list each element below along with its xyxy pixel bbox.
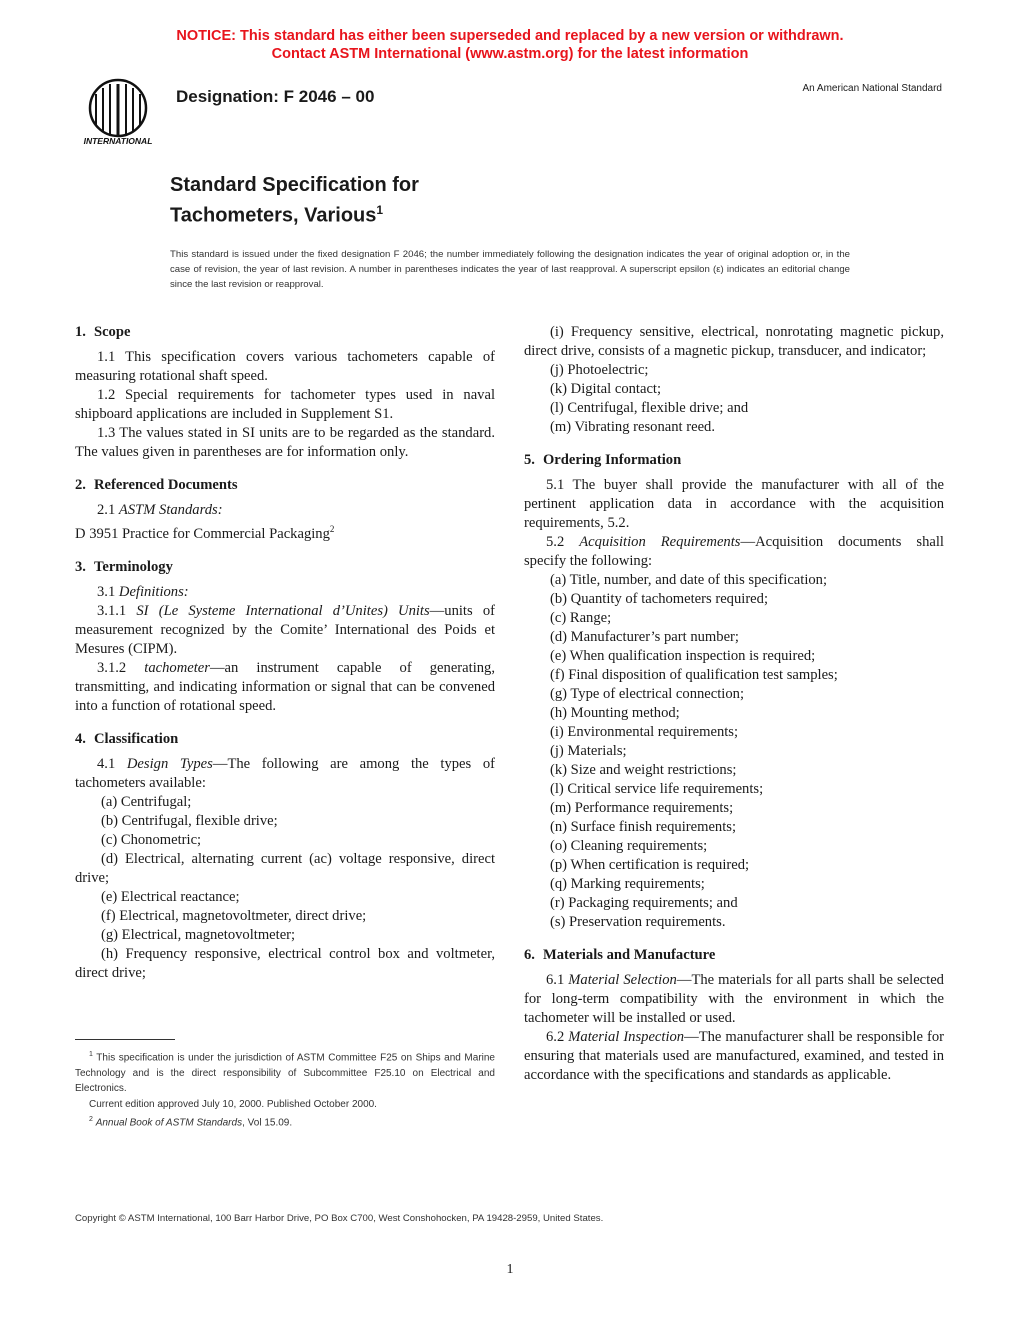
- paragraph-1-2: 1.2 Special requirements for tachometer types used in naval shipboard applications are included in Supplement S1.: [75, 387, 495, 422]
- list-item: (j) Photoelectric;: [550, 362, 649, 378]
- list-item: (h) Mounting method;: [550, 705, 680, 721]
- paragraph-2-1: 2.1 ASTM Standards:: [97, 502, 223, 518]
- left-column: [75, 323, 495, 983]
- list-item: (c) Range;: [550, 610, 612, 626]
- list-item: (l) Critical service life requirements;: [550, 781, 764, 797]
- withdrawal-notice: [0, 27, 1020, 63]
- paragraph-6-1: 6.1 Material Selection—The materials for all parts shall be selected for long-term compatibility with the environment in which the tachometer will be installed or used.: [524, 972, 944, 1026]
- list-item: (m) Vibrating resonant reed.: [550, 419, 716, 435]
- list-item: (i) Environmental requirements;: [550, 724, 739, 740]
- paragraph-1-1: 1.1 This specification covers various tachometers capable of measuring rotational shaft speed.: [75, 349, 495, 384]
- title-footnote-mark: 1: [376, 203, 384, 217]
- paragraph-5-1: 5.1 The buyer shall provide the manufacturer with all of the pertinent application data in accordance with the acquisition requirements, 5.2.: [524, 477, 944, 531]
- footnote-1: $^1$ This specification is under the jurisdiction of ASTM Committee F25 on Ships and Marine Technology and is the direct responsibility of Subcommittee F25.10 on Electrical and Electronics.: [75, 1051, 495, 1095]
- definition-tachometer: 3.1.2 tachometer—an instrument capable of generating, transmitting, and indicating information or signal that can be convened into a function of rotational speed.: [75, 659, 495, 714]
- list-item: (a) Title, number, and date of this specification;: [550, 572, 828, 588]
- section-heading-scope: 1. Scope: [75, 324, 131, 340]
- paragraph-3-1: 3.1 Definitions:: [97, 583, 189, 600]
- section-heading-referenced-documents: 2. Referenced Documents: [75, 477, 238, 493]
- title-line-2: Tachometers, Various: [170, 204, 377, 227]
- paragraph-1-3: 1.3 The values stated in SI units are to be regarded as the standard. The values given in parentheses are for information only.: [75, 425, 495, 460]
- list-item: (m) Performance requirements;: [550, 800, 734, 816]
- logo-wordmark: INTERNATIONAL: [83, 136, 153, 146]
- footnote-divider: [75, 1039, 175, 1040]
- list-item: (h) Frequency responsive, electrical control box and voltmeter, direct drive;: [75, 945, 495, 981]
- list-item: (a) Centrifugal;: [101, 793, 192, 810]
- list-item: (b) Centrifugal, flexible drive;: [101, 812, 278, 829]
- section-heading-materials-and-manufacture: 6. Materials and Manufacture: [524, 947, 716, 963]
- list-item: (c) Chonometric;: [101, 831, 202, 848]
- section-heading-ordering-information: 5. Ordering Information: [524, 452, 682, 468]
- notice-line-1: NOTICE: This standard has either been superseded and replaced by a new version or withdrawn.: [176, 28, 844, 44]
- list-item: (g) Type of electrical connection;: [550, 686, 745, 702]
- list-item: (p) When certification is required;: [550, 857, 750, 873]
- list-item: (k) Digital contact;: [550, 381, 662, 397]
- title-line-1: Standard Specification for: [170, 174, 419, 196]
- footnote-2: $^2$ Annual Book of ASTM Standards, Vol 15.09.: [89, 1116, 293, 1129]
- section-heading-classification: 4. Classification: [75, 730, 179, 747]
- issued-note: This standard is issued under the fixed designation F 2046; the number immediately following the designation indicates the year of original adoption or, in the case of revision, the year of last revision. A number in parentheses indicates the year of last reapproval. A superscript epsilon (ε) indicates an editorial change since the last revision or reapproval.: [170, 249, 850, 290]
- referenced-document-d3951: D 3951 Practice for Commercial Packaging$^2$: [75, 524, 335, 542]
- list-item: (s) Preservation requirements.: [550, 914, 726, 930]
- designation: Designation: F 2046 – 00: [176, 87, 375, 106]
- list-item: (i) Frequency sensitive, electrical, nonrotating magnetic pickup, direct drive, consists of a magnetic pickup, transducer, and indicator;: [524, 324, 944, 359]
- list-item: (e) When qualification inspection is required;: [550, 648, 816, 664]
- list-item: (k) Size and weight restrictions;: [550, 762, 737, 778]
- paragraph-4-1: 4.1 Design Types—The following are among the types of tachometers available:: [75, 755, 495, 791]
- footnote-1-edition: Current edition approved July 10, 2000. Published October 2000.: [89, 1098, 377, 1110]
- american-national-standard-label: An American National Standard: [802, 83, 942, 94]
- list-item: (r) Packaging requirements; and: [550, 895, 738, 911]
- document-title: [170, 173, 419, 229]
- section-heading-terminology: 3. Terminology: [75, 558, 173, 575]
- list-item: (d) Manufacturer’s part number;: [550, 629, 739, 645]
- paragraph-5-2: 5.2 Acquisition Requirements—Acquisition documents shall specify the following:: [524, 534, 944, 569]
- list-item: (n) Surface finish requirements;: [550, 819, 737, 835]
- list-item: (f) Electrical, magnetovoltmeter, direct drive;: [101, 907, 367, 924]
- copyright-notice: Copyright © ASTM International, 100 Barr Harbor Drive, PO Box C700, West Conshohocken, PA 19428-2959, United States.: [75, 1213, 604, 1224]
- notice-line-2: Contact ASTM International (www.astm.org) for the latest information: [271, 46, 749, 62]
- list-item: (o) Cleaning requirements;: [550, 838, 708, 854]
- astm-logo-icon: [74, 76, 162, 150]
- page-number: 1: [506, 1262, 514, 1277]
- footnotes: [75, 1047, 495, 1131]
- list-item: (f) Final disposition of qualification test samples;: [550, 667, 838, 683]
- list-item: (d) Electrical, alternating current (ac) voltage responsive, direct drive;: [75, 850, 495, 886]
- paragraph-6-2: 6.2 Material Inspection—The manufacturer shall be responsible for ensuring that materials used are manufactured, examined, and tested in accordance with the specifications and standards as applicable.: [524, 1029, 944, 1083]
- list-item: (q) Marking requirements;: [550, 876, 705, 892]
- list-item: (b) Quantity of tachometers required;: [550, 591, 769, 607]
- list-item: (e) Electrical reactance;: [101, 888, 240, 905]
- right-column: [524, 323, 944, 1085]
- definition-si-units: 3.1.1 SI (Le Systeme International d’Unites) Units—units of measurement recognized by the Comite’ International des Poids et Mesures (CIPM).: [75, 602, 495, 657]
- list-item: (l) Centrifugal, flexible drive; and: [550, 400, 749, 416]
- list-item: (g) Electrical, magnetovoltmeter;: [101, 926, 296, 943]
- list-item: (j) Materials;: [550, 743, 627, 759]
